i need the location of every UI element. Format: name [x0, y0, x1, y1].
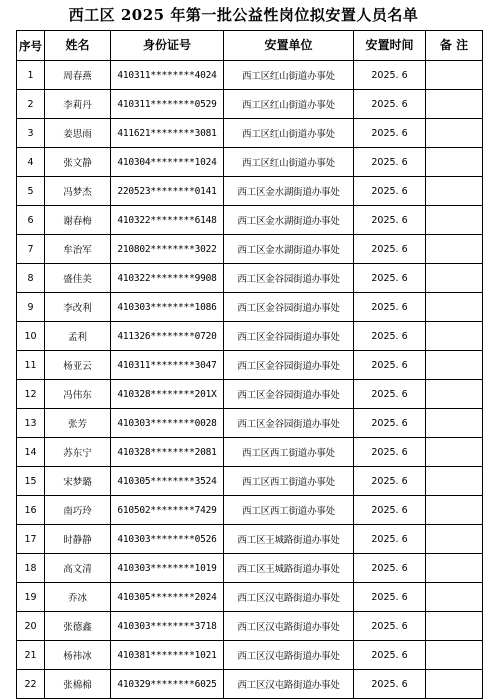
- cell-time: 2025. 6: [354, 380, 426, 409]
- table-row: [17, 612, 483, 641]
- cell-seq: 10: [17, 322, 45, 351]
- cell-seq: 21: [17, 641, 45, 670]
- cell-time: 2025. 6: [354, 351, 426, 380]
- table-row: [17, 583, 483, 612]
- cell-time: 2025. 6: [354, 61, 426, 90]
- table-row: [17, 525, 483, 554]
- cell-name: 李改利: [45, 293, 111, 322]
- cell-id-number: 410305********3524: [111, 467, 224, 496]
- cell-unit: 西工区红山街道办事处: [224, 90, 354, 119]
- cell-seq: 11: [17, 351, 45, 380]
- cell-name: 张德鑫: [45, 612, 111, 641]
- table-row: [17, 148, 483, 177]
- table-row: [17, 293, 483, 322]
- cell-unit: 西工区汉屯路街道办事处: [224, 612, 354, 641]
- cell-name: 张棉棉: [45, 670, 111, 699]
- cell-remark: [426, 177, 483, 206]
- cell-name: 苏东宁: [45, 438, 111, 467]
- cell-id-number: 410311********0529: [111, 90, 224, 119]
- cell-remark: [426, 119, 483, 148]
- cell-remark: [426, 583, 483, 612]
- header-name: 姓名: [45, 31, 111, 61]
- cell-seq: 7: [17, 235, 45, 264]
- cell-id-number: 410322********6148: [111, 206, 224, 235]
- cell-name: 冯伟东: [45, 380, 111, 409]
- cell-seq: 20: [17, 612, 45, 641]
- cell-unit: 西工区汉屯路街道办事处: [224, 583, 354, 612]
- cell-name: 冯梦杰: [45, 177, 111, 206]
- cell-name: 乔冰: [45, 583, 111, 612]
- header-unit: 安置单位: [224, 31, 354, 61]
- cell-id-number: 410328********201X: [111, 380, 224, 409]
- cell-id-number: 410381********1021: [111, 641, 224, 670]
- header-id-number: 身份证号: [111, 31, 224, 61]
- cell-name: 宋梦璐: [45, 467, 111, 496]
- page-title: 西工区 2025 年第一批公益性岗位拟安置人员名单: [68, 6, 419, 24]
- cell-seq: 17: [17, 525, 45, 554]
- cell-seq: 19: [17, 583, 45, 612]
- cell-name: 张芳: [45, 409, 111, 438]
- cell-unit: 西工区汉屯路街道办事处: [224, 670, 354, 699]
- cell-seq: 5: [17, 177, 45, 206]
- header-time: 安置时间: [354, 31, 426, 61]
- cell-seq: 12: [17, 380, 45, 409]
- cell-name: 李莉丹: [45, 90, 111, 119]
- cell-unit: 西工区金谷园街道办事处: [224, 409, 354, 438]
- cell-time: 2025. 6: [354, 177, 426, 206]
- cell-unit: 西工区金谷园街道办事处: [224, 351, 354, 380]
- table-row: [17, 119, 483, 148]
- cell-seq: 16: [17, 496, 45, 525]
- table-body: [17, 61, 483, 699]
- cell-remark: [426, 641, 483, 670]
- cell-name: 姜思雨: [45, 119, 111, 148]
- cell-name: 谢春梅: [45, 206, 111, 235]
- cell-remark: [426, 438, 483, 467]
- cell-id-number: 410303********0526: [111, 525, 224, 554]
- table-row: [17, 670, 483, 699]
- cell-seq: 22: [17, 670, 45, 699]
- cell-name: 张文静: [45, 148, 111, 177]
- cell-time: 2025. 6: [354, 206, 426, 235]
- cell-time: 2025. 6: [354, 496, 426, 525]
- cell-id-number: 210802********3022: [111, 235, 224, 264]
- cell-unit: 西工区西工街道办事处: [224, 496, 354, 525]
- cell-id-number: 410329********6025: [111, 670, 224, 699]
- cell-time: 2025. 6: [354, 90, 426, 119]
- cell-remark: [426, 235, 483, 264]
- cell-time: 2025. 6: [354, 670, 426, 699]
- cell-remark: [426, 467, 483, 496]
- cell-name: 盛佳美: [45, 264, 111, 293]
- cell-time: 2025. 6: [354, 409, 426, 438]
- cell-id-number: 410322********9908: [111, 264, 224, 293]
- cell-id-number: 410311********3047: [111, 351, 224, 380]
- cell-unit: 西工区金水湖街道办事处: [224, 177, 354, 206]
- cell-time: 2025. 6: [354, 583, 426, 612]
- cell-time: 2025. 6: [354, 293, 426, 322]
- table-row: [17, 641, 483, 670]
- cell-remark: [426, 525, 483, 554]
- cell-unit: 西工区西工街道办事处: [224, 467, 354, 496]
- cell-seq: 18: [17, 554, 45, 583]
- cell-name: 杨祎冰: [45, 641, 111, 670]
- cell-id-number: 410303********0028: [111, 409, 224, 438]
- cell-unit: 西工区金水湖街道办事处: [224, 206, 354, 235]
- cell-time: 2025. 6: [354, 235, 426, 264]
- cell-id-number: 411326********0720: [111, 322, 224, 351]
- cell-seq: 15: [17, 467, 45, 496]
- table-row: [17, 90, 483, 119]
- cell-seq: 14: [17, 438, 45, 467]
- cell-unit: 西工区王城路街道办事处: [224, 525, 354, 554]
- table-row: [17, 438, 483, 467]
- cell-id-number: 410303********1019: [111, 554, 224, 583]
- cell-seq: 9: [17, 293, 45, 322]
- cell-remark: [426, 554, 483, 583]
- cell-remark: [426, 409, 483, 438]
- cell-unit: 西工区金谷园街道办事处: [224, 293, 354, 322]
- table-row: [17, 61, 483, 90]
- table-row: [17, 235, 483, 264]
- cell-remark: [426, 148, 483, 177]
- cell-remark: [426, 322, 483, 351]
- cell-id-number: 411621********3081: [111, 119, 224, 148]
- table-row: [17, 467, 483, 496]
- cell-time: 2025. 6: [354, 641, 426, 670]
- cell-unit: 西工区红山街道办事处: [224, 148, 354, 177]
- cell-seq: 4: [17, 148, 45, 177]
- cell-id-number: 410305********2024: [111, 583, 224, 612]
- table-row: [17, 351, 483, 380]
- cell-name: 时静静: [45, 525, 111, 554]
- cell-remark: [426, 496, 483, 525]
- cell-remark: [426, 380, 483, 409]
- cell-time: 2025. 6: [354, 264, 426, 293]
- cell-time: 2025. 6: [354, 148, 426, 177]
- cell-time: 2025. 6: [354, 554, 426, 583]
- cell-unit: 西工区金谷园街道办事处: [224, 264, 354, 293]
- cell-name: 南巧玲: [45, 496, 111, 525]
- cell-id-number: 610502********7429: [111, 496, 224, 525]
- cell-unit: 西工区王城路街道办事处: [224, 554, 354, 583]
- cell-id-number: 410311********4024: [111, 61, 224, 90]
- table-row: [17, 206, 483, 235]
- cell-time: 2025. 6: [354, 438, 426, 467]
- cell-name: 孟利: [45, 322, 111, 351]
- cell-remark: [426, 264, 483, 293]
- table-row: [17, 380, 483, 409]
- cell-id-number: 410328********2081: [111, 438, 224, 467]
- cell-time: 2025. 6: [354, 322, 426, 351]
- table-row: [17, 496, 483, 525]
- cell-time: 2025. 6: [354, 467, 426, 496]
- cell-seq: 3: [17, 119, 45, 148]
- cell-remark: [426, 206, 483, 235]
- cell-seq: 8: [17, 264, 45, 293]
- placement-table: [16, 30, 483, 699]
- cell-id-number: 220523********0141: [111, 177, 224, 206]
- cell-seq: 13: [17, 409, 45, 438]
- cell-name: 高文清: [45, 554, 111, 583]
- cell-id-number: 410303********1086: [111, 293, 224, 322]
- cell-seq: 2: [17, 90, 45, 119]
- header-remark: 备 注: [426, 31, 483, 61]
- cell-seq: 6: [17, 206, 45, 235]
- cell-remark: [426, 90, 483, 119]
- cell-remark: [426, 612, 483, 641]
- cell-unit: 西工区红山街道办事处: [224, 61, 354, 90]
- cell-unit: 西工区西工街道办事处: [224, 438, 354, 467]
- table-row: [17, 264, 483, 293]
- cell-seq: 1: [17, 61, 45, 90]
- cell-time: 2025. 6: [354, 119, 426, 148]
- cell-id-number: 410304********1024: [111, 148, 224, 177]
- cell-name: 周春燕: [45, 61, 111, 90]
- header-seq: 序号: [17, 31, 45, 61]
- cell-name: 牟治军: [45, 235, 111, 264]
- cell-unit: 西工区红山街道办事处: [224, 119, 354, 148]
- table-row: [17, 554, 483, 583]
- cell-time: 2025. 6: [354, 612, 426, 641]
- cell-unit: 西工区汉屯路街道办事处: [224, 641, 354, 670]
- cell-id-number: 410303********3718: [111, 612, 224, 641]
- cell-unit: 西工区金水湖街道办事处: [224, 235, 354, 264]
- cell-name: 杨亚云: [45, 351, 111, 380]
- table-header-row: [17, 31, 483, 61]
- cell-unit: 西工区金谷园街道办事处: [224, 322, 354, 351]
- table-row: [17, 177, 483, 206]
- table-row: [17, 322, 483, 351]
- table-row: [17, 409, 483, 438]
- cell-remark: [426, 351, 483, 380]
- cell-remark: [426, 670, 483, 699]
- cell-remark: [426, 293, 483, 322]
- cell-time: 2025. 6: [354, 525, 426, 554]
- cell-unit: 西工区金谷园街道办事处: [224, 380, 354, 409]
- cell-remark: [426, 61, 483, 90]
